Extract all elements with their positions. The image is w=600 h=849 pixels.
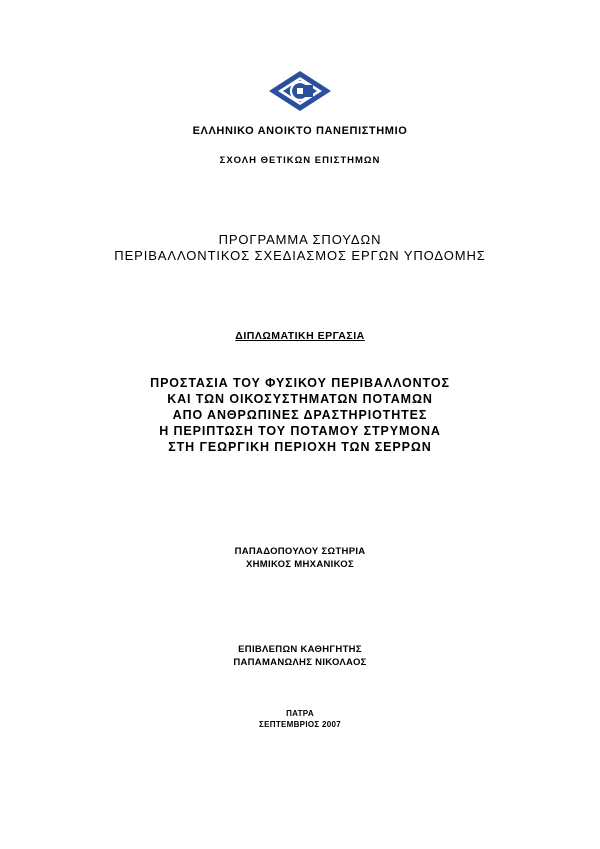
program-label: ΠΡΟΓΡΑΜΜΑ ΣΠΟΥΔΩΝ bbox=[218, 232, 382, 247]
author-name: ΠΑΠΑΔΟΠΟΥΛΟΥ ΣΩΤΗΡΙΑ bbox=[234, 546, 366, 557]
school-name: ΣΧΟΛΗ ΘΕΤΙΚΩΝ ΕΠΙΣΤΗΜΩΝ bbox=[219, 155, 381, 166]
university-logo-icon bbox=[268, 70, 332, 112]
thesis-type: ΔΙΠΛΩΜΑΤΙΚΗ ΕΡΓΑΣΙΑ bbox=[235, 330, 365, 342]
thesis-title-line: Η ΠΕΡΙΠΤΩΣΗ ΤΟΥ ΠΟΤΑΜΟΥ ΣΤΡΥΜΟΝΑ bbox=[159, 424, 441, 438]
thesis-title-line: ΠΡΟΣΤΑΣΙΑ ΤΟΥ ΦΥΣΙΚΟΥ ΠΕΡΙΒΑΛΛΟΝΤΟΣ bbox=[150, 376, 450, 390]
thesis-title-line: ΚΑΙ ΤΩΝ ΟΙΚΟΣΥΣΤΗΜΑΤΩΝ ΠΟΤΑΜΩΝ bbox=[167, 392, 433, 406]
date: ΣΕΠΤΕΜΒΡΙΟΣ 2007 bbox=[259, 720, 341, 729]
university-name: ΕΛΛΗΝΙΚΟ ΑΝΟΙΚΤΟ ΠΑΝΕΠΙΣΤΗΜΙΟ bbox=[192, 125, 408, 137]
supervisor-name: ΠΑΠΑΜΑΝΩΛΗΣ ΝΙΚΟΛΑΟΣ bbox=[233, 657, 367, 668]
program-name: ΠΕΡΙΒΑΛΛΟΝΤΙΚΟΣ ΣΧΕΔΙΑΣΜΟΣ ΕΡΓΩΝ ΥΠΟΔΟΜΗΣ bbox=[114, 248, 486, 263]
city: ΠΑΤΡΑ bbox=[286, 709, 314, 718]
supervisor-label: ΕΠΙΒΛΕΠΩΝ ΚΑΘΗΓΗΤΗΣ bbox=[238, 644, 362, 655]
thesis-title-line: ΣΤΗ ΓΕΩΡΓΙΚΗ ΠΕΡΙΟΧΗ ΤΩΝ ΣΕΡΡΩΝ bbox=[168, 440, 432, 454]
thesis-title-line: ΑΠΟ ΑΝΘΡΩΠΙΝΕΣ ΔΡΑΣΤΗΡΙΟΤΗΤΕΣ bbox=[172, 408, 428, 422]
author-profession: ΧΗΜΙΚΟΣ ΜΗΧΑΝΙΚΟΣ bbox=[246, 559, 354, 570]
